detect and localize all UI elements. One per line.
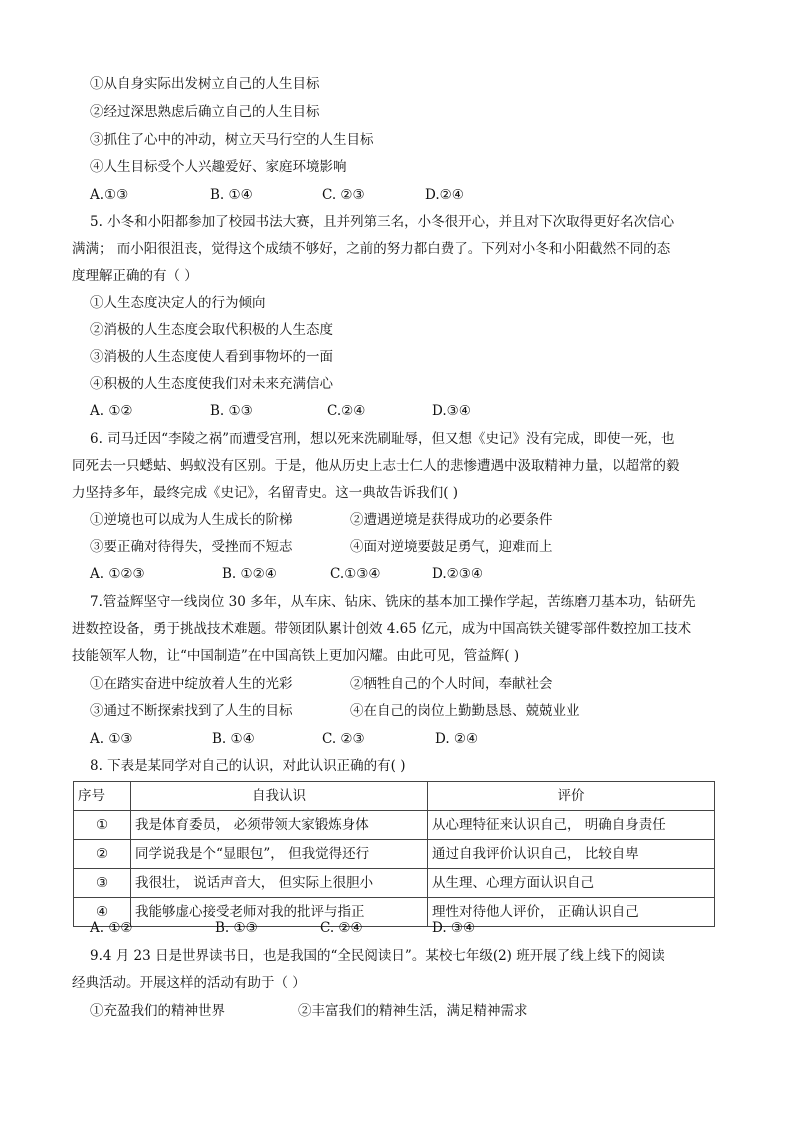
q5-item-2: ②消极的人生态度会取代积极的人生态度 [90,322,333,338]
q7-stem-3: 技能领军人物，让“中国制造”在中国高铁上更加闪耀。由此可见，管益辉( ) [72,648,520,664]
table-cell-self: 我是体育委员， 必须带领大家锻炼身体 [131,811,428,840]
q9-stem-1: 9.4 月 23 日是世界读书日，也是我国的“全民阅读日”。某校七年级(2) 班开展了线上线下的阅读 [90,948,665,964]
table-row [74,898,715,927]
q6-item-4: ④面对逆境要鼓足勇气，迎难而上 [350,539,553,555]
q5-stem-3: 度理解正确的有（ ） [72,268,198,284]
q7-stem-2: 进数控设备，勇于挑战技术难题。带领团队累计创效 4.65 亿元，成为中国高铁关键零部件数控加工技术 [72,621,692,637]
q5-item-3: ③消极的人生态度使人看到事物坏的一面 [90,349,333,365]
q5-item-4: ④积极的人生态度使我们对未来充满信心 [90,376,333,392]
q4-option-d: D.②④ [425,187,464,203]
q7-option-d: D. ②④ [435,731,479,747]
q6-option-c: C.①③④ [330,566,381,582]
q6-option-a: A. ①②③ [90,566,145,582]
table-cell-number: ③ [74,869,131,898]
q7-option-b: B. ①④ [212,731,255,747]
q8-option-b: B. ①③ [215,920,258,936]
q7-item-2: ②牺牲自己的个人时间，奉献社会 [350,676,553,692]
q5-item-1: ①人生态度决定人的行为倾向 [90,295,266,311]
table-cell-self: 我能够虚心接受老师对我的批评与指正 [131,898,428,927]
table-cell-number: ① [74,811,131,840]
q8-stem: 8. 下表是某同学对自己的认识，对此认识正确的有( ) [90,758,406,774]
q7-item-3: ③通过不断探索找到了人生的目标 [90,703,293,719]
q6-option-b: B. ①②④ [222,566,277,582]
q9-stem-2: 经典活动。开展这样的活动有助于（ ） [72,975,306,991]
table-cell-evaluation: 从生理、心理方面认识自己 [428,869,715,898]
q6-stem-3: 力坚持多年，最终完成《史记》，名留青史。这一典故告诉我们( ) [72,485,459,501]
table-row [74,811,715,840]
table-cell-number: ④ [74,898,131,927]
table-cell-evaluation: 从心理特征来认识自己， 明确自身责任 [428,811,715,840]
q4-item-4: ④人生目标受个人兴趣爱好、家庭环境影响 [90,159,347,175]
table-header-self: 自我认识 [131,782,428,811]
table-cell-evaluation: 理性对待他人评价， 正确认识自己 [428,898,715,927]
table-row [74,840,715,869]
table-cell-number: ② [74,840,131,869]
q5-option-b: B. ①③ [210,403,253,419]
q7-option-c: C. ②③ [322,731,365,747]
q5-option-d: D.③④ [432,403,471,419]
q6-stem-2: 同死去一只蟋蛄、蚂蚁没有区别。于是，他从历史上志士仁人的悲惨遭遇中汲取精神力量，以超常的毅 [72,458,680,474]
q8-option-d: D. ③④ [432,920,476,936]
q7-item-4: ④在自己的岗位上勤勤恳恳、兢兢业业 [350,703,580,719]
q8-option-a: A. ①② [90,920,133,936]
q7-option-a: A. ①③ [90,731,133,747]
table-row [74,869,715,898]
table-cell-self: 我很壮， 说话声音大， 但实际上很胆小 [131,869,428,898]
table-header-number: 序号 [74,782,131,811]
q4-option-b: B. ①④ [210,187,253,203]
q9-item-2: ②丰富我们的精神生活，满足精神需求 [298,1003,528,1019]
q6-option-d: D.②③④ [432,566,483,582]
q4-item-2: ②经过深思熟虑后确立自己的人生目标 [90,104,320,120]
self-knowledge-table [73,781,715,927]
q6-item-2: ②遭遇逆境是获得成功的必要条件 [350,512,553,528]
q5-option-c: C.②④ [327,403,366,419]
q6-item-3: ③要正确对待得失，受挫而不短志 [90,539,293,555]
table-cell-self: 同学说我是个“显眼包”， 但我觉得还行 [131,840,428,869]
q6-stem-1: 6. 司马迁因“李陵之祸”而遭受宫刑，想以死来洗刷耻辱，但又想《史记》没有完成，即使一死，也 [90,431,675,447]
q5-stem-1: 5. 小冬和小阳都参加了校园书法大赛，且并列第三名，小冬很开心，并且对下次取得更好名次信心 [90,214,675,230]
q5-stem-2: 满满； 而小阳很沮丧，觉得这个成绩不够好，之前的努力都白费了。下列对小冬和小阳截然不同的态 [72,241,671,257]
q5-option-a: A. ①② [90,403,133,419]
q9-item-1: ①充盈我们的精神世界 [90,1003,225,1019]
q8-option-c: C. ②④ [320,920,363,936]
q4-option-a: A.①③ [90,187,129,203]
table-header-evaluation: 评价 [428,782,715,811]
q6-item-1: ①逆境也可以成为人生成长的阶梯 [90,512,293,528]
q7-stem-1: 7.管益辉坚守一线岗位 30 多年，从车床、钻床、铣床的基本加工操作学起，苦练磨刀基本功，钻研先 [90,594,696,610]
table-header-row [74,782,715,811]
q4-item-3: ③抓住了心中的冲动，树立天马行空的人生目标 [90,132,374,148]
table-cell-evaluation: 通过自我评价认识自己， 比较自卑 [428,840,715,869]
q4-item-1: ①从自身实际出发树立自己的人生目标 [90,76,320,92]
q7-item-1: ①在踏实奋进中绽放着人生的光彩 [90,676,293,692]
q4-option-c: C. ②③ [322,187,365,203]
